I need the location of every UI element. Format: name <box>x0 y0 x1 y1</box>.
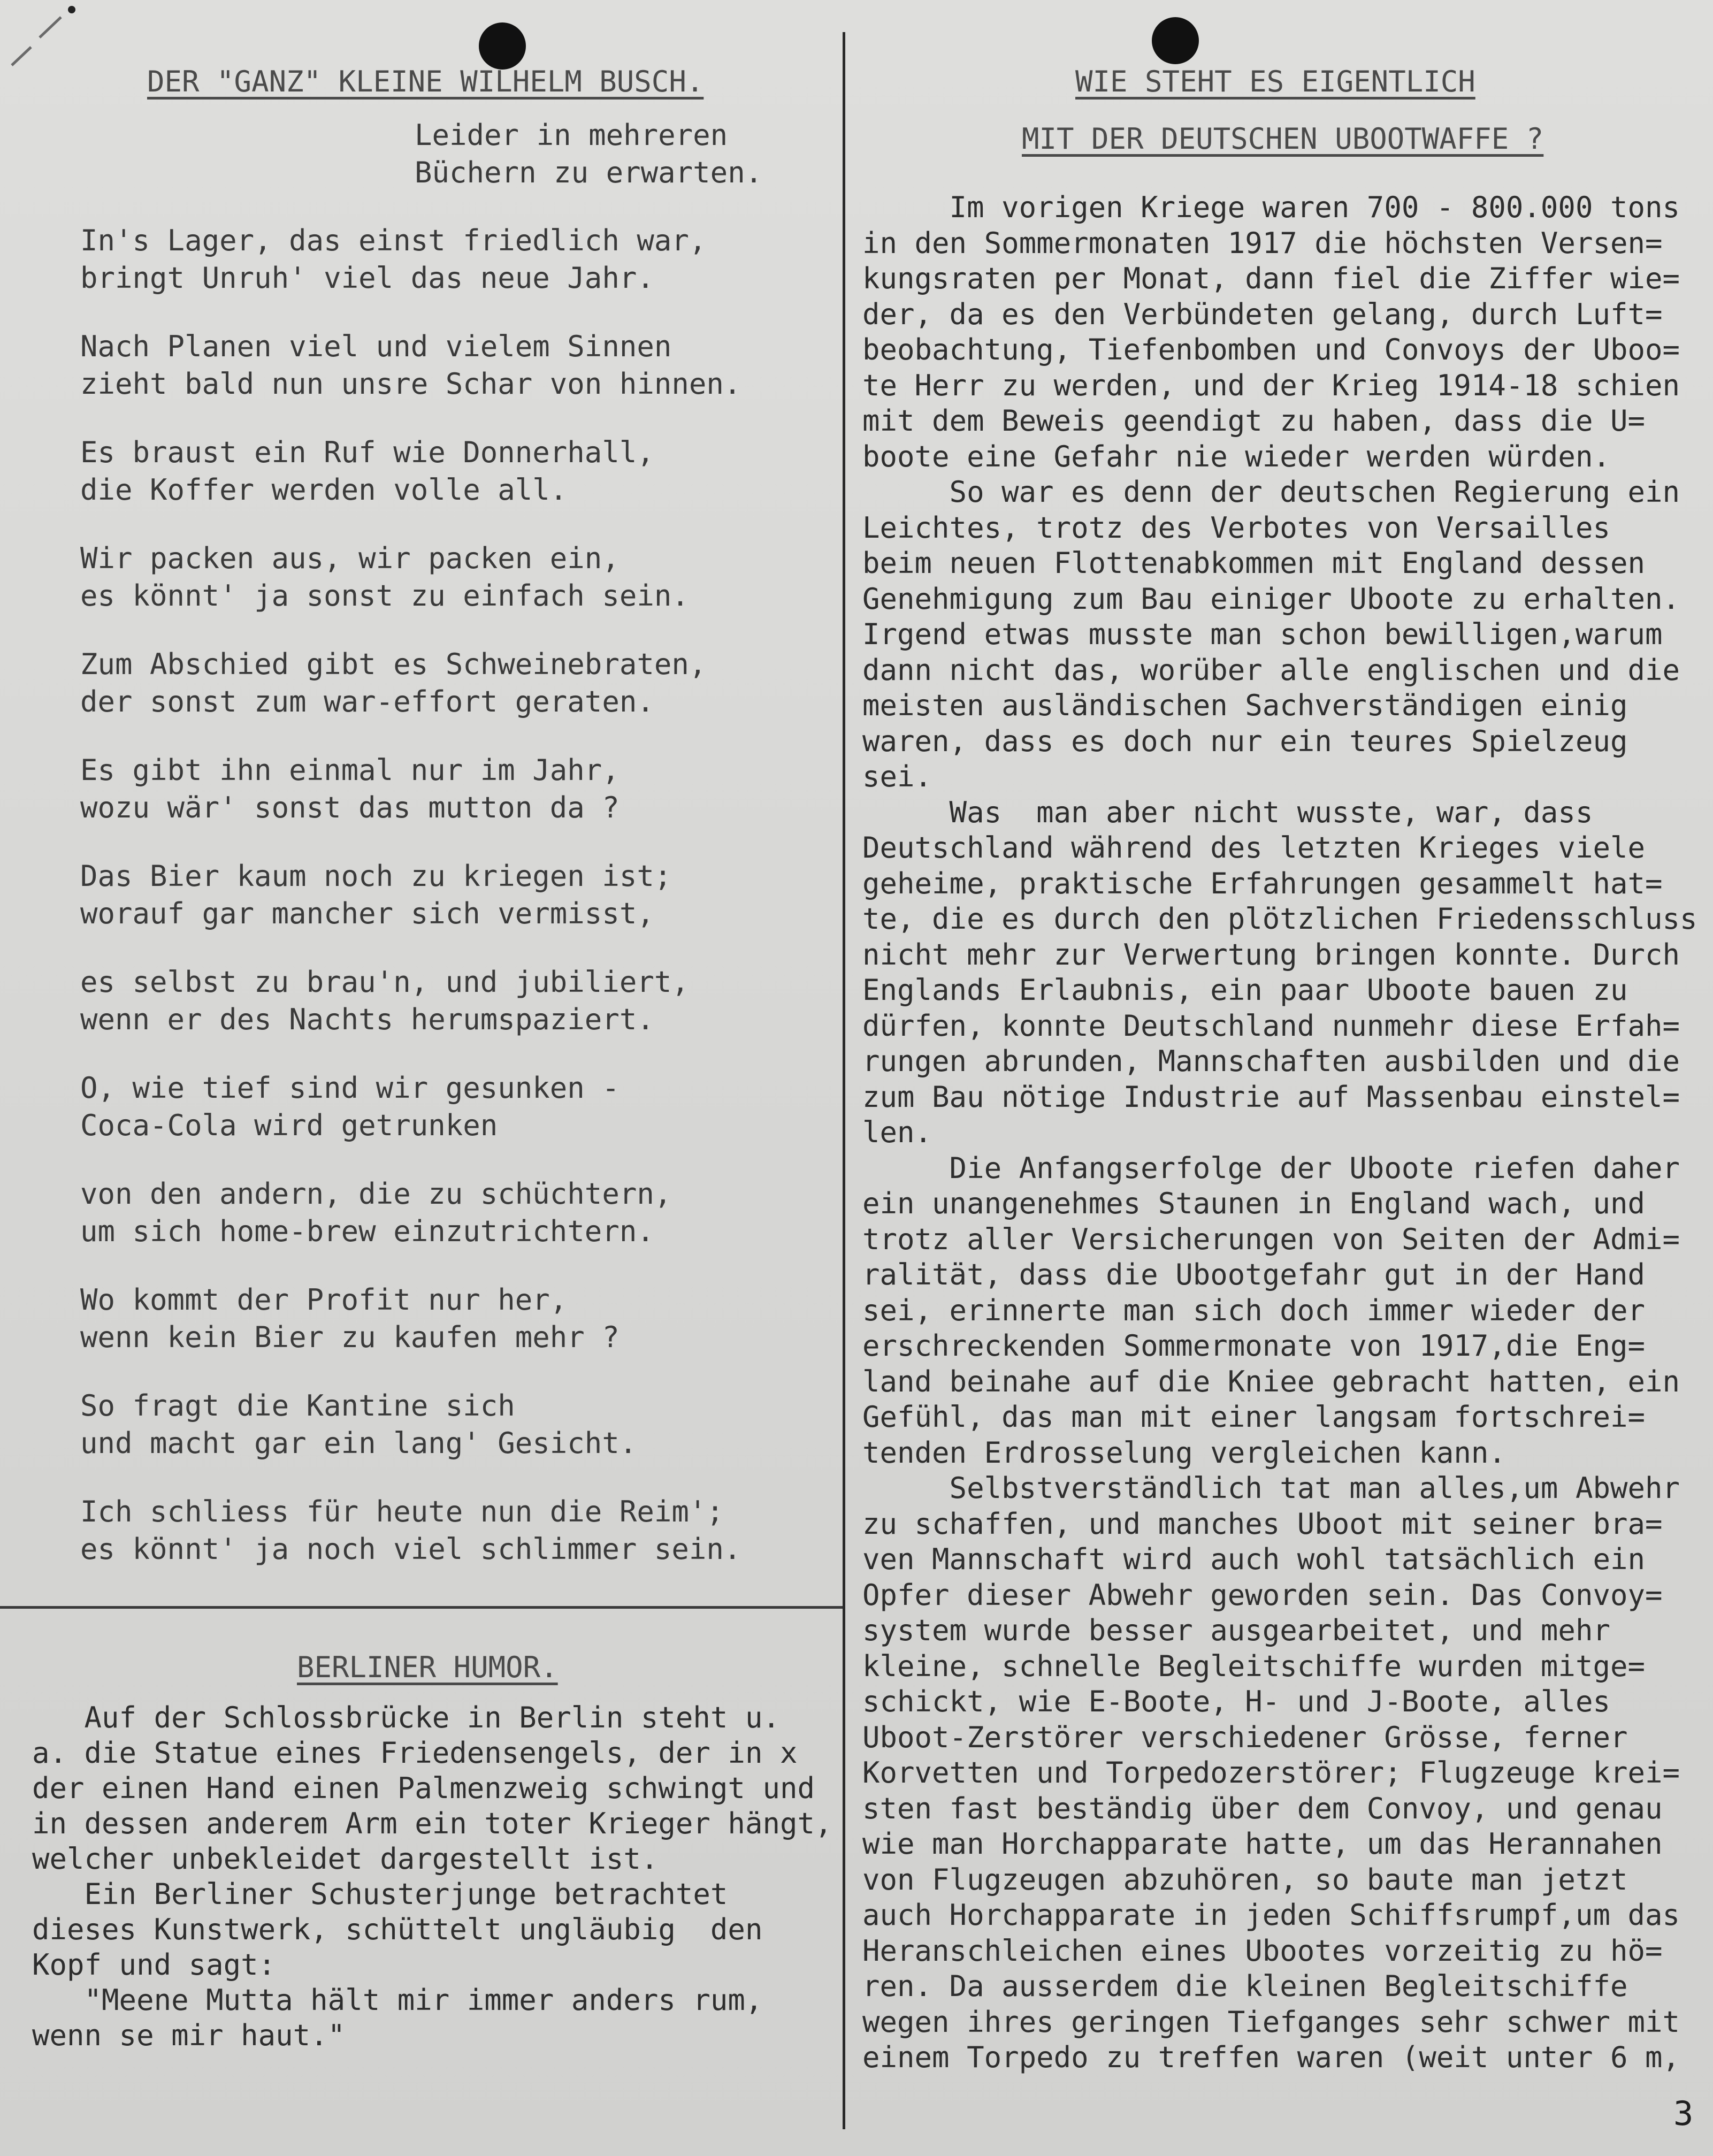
poem-stanza <box>80 1069 741 1144</box>
page-number: 3 <box>1673 2094 1694 2133</box>
poem-line: Ich schliess für heute nun die Reim'; <box>80 1495 724 1528</box>
text-line: wenn se mir haut." <box>32 2019 346 2052</box>
text-line: ein unangenehmes Staunen in England wach, und <box>862 1187 1645 1220</box>
section-divider <box>0 1606 843 1609</box>
text-line: waren, dass es doch nur ein teures Spielzeug <box>862 724 1628 758</box>
epigraph-line: Büchern zu erwarten. <box>415 156 763 189</box>
text-line: beobachtung, Tiefenbomben und Convoys der Uboo= <box>862 333 1680 366</box>
poem-line: es könnt' ja sonst zu einfach sein. <box>80 579 689 613</box>
column-divider <box>843 32 845 2129</box>
text-line: dieses Kunstwerk, schüttelt ungläubig den <box>32 1913 763 1946</box>
poem-line: Es braust ein Ruf wie Donnerhall, <box>80 435 654 469</box>
text-line: wegen ihres geringen Tiefganges sehr schwer mit <box>862 2005 1680 2039</box>
poem-line: von den andern, die zu schüchtern, <box>80 1177 672 1211</box>
text-line: Genehmigung zum Bau einiger Uboote zu erhalten. <box>862 582 1680 616</box>
text-line: der, da es den Verbündeten gelang, durch Luft= <box>862 297 1663 331</box>
humor-text <box>32 1700 835 2053</box>
text-line: Deutschland während des letzten Krieges viele <box>862 831 1645 865</box>
poem-stanza <box>80 1493 741 1568</box>
poem-stanza <box>80 1387 741 1462</box>
text-line: te Herr zu werden, und der Krieg 1914-18 schien <box>862 368 1680 402</box>
text-line: sei, erinnerte man sich doch immer wieder der <box>862 1293 1645 1327</box>
poem-line: So fragt die Kantine sich <box>80 1389 515 1423</box>
punch-hole-left <box>479 22 526 70</box>
text-line: Ein Berliner Schusterjunge betrachtet <box>32 1877 728 1911</box>
poem-line: der sonst zum war-effort geraten. <box>80 685 654 718</box>
paper-speck-mark <box>7 5 77 70</box>
text-line: Englands Erlaubnis, ein paar Uboote bauen zu <box>862 973 1628 1007</box>
poem-line: In's Lager, das einst friedlich war, <box>80 224 707 257</box>
poem-stanza <box>80 964 741 1038</box>
article-title-line-1: WIE STEHT ES EIGENTLICH <box>1075 65 1475 98</box>
humor-title: BERLINER HUMOR. <box>297 1650 558 1684</box>
text-line: Korvetten und Torpedozerstörer; Flugzeuge krei= <box>862 1756 1680 1790</box>
text-line: meisten ausländischen Sachverständigen einig <box>862 689 1628 722</box>
poem-line: worauf gar mancher sich vermisst, <box>80 897 654 930</box>
text-line: land beinahe auf die Kniee gebracht hatten, ein <box>862 1364 1680 1398</box>
text-line: von Flugzeugen abzuhören, so baute man jetzt <box>862 1862 1628 1897</box>
article-body <box>862 190 1697 2076</box>
text-line: geheime, praktische Erfahrungen gesammelt hat= <box>862 866 1663 900</box>
poem-line: wenn er des Nachts herumspaziert. <box>80 1003 654 1036</box>
poem-line: es selbst zu brau'n, und jubiliert, <box>80 965 689 999</box>
text-line: wie man Horchapparate hatte, um das Herannahen <box>862 1827 1663 1861</box>
text-line: zu schaffen, und manches Uboot mit seiner bra= <box>862 1507 1663 1541</box>
text-line: rungen abrunden, Mannschaften ausbilden und die <box>862 1044 1680 1078</box>
text-line: Im vorigen Kriege waren 700 - 800.000 tons <box>862 190 1680 224</box>
text-line: sten fast beständig über dem Convoy, und genau <box>862 1791 1663 1825</box>
poem-line: Wo kommt der Profit nur her, <box>80 1283 568 1317</box>
text-line: in den Sommermonaten 1917 die höchsten Versen= <box>862 226 1663 260</box>
text-line: auch Horchapparate in jeden Schiffsrumpf,um das <box>862 1898 1680 1932</box>
poem-line: zieht bald nun unsre Schar von hinnen. <box>80 367 741 401</box>
text-line: dürfen, konnte Deutschland nunmehr diese Erfah= <box>862 1008 1680 1043</box>
poem-line: und macht gar ein lang' Gesicht. <box>80 1426 637 1460</box>
poem-title: DER "GANZ" KLEINE WILHELM BUSCH. <box>147 65 704 98</box>
text-line: kungsraten per Monat, dann fiel die Ziffer wie= <box>862 262 1680 295</box>
text-line: a. die Statue eines Friedensengels, der in x <box>32 1736 798 1770</box>
text-line: nicht mehr zur Verwertung bringen konnte. Durch <box>862 937 1680 972</box>
poem-line: O, wie tief sind wir gesunken - <box>80 1071 620 1105</box>
text-line: te, die es durch den plötzlichen Friedensschluss <box>862 902 1697 936</box>
text-line: Irgend etwas musste man schon bewilligen,warum <box>862 617 1663 651</box>
text-line: Kopf und sagt: <box>32 1948 276 1982</box>
text-line: ralität, dass die Ubootgefahr gut in der Hand <box>862 1258 1645 1291</box>
text-line: einem Torpedo zu treffen waren (weit unter 6 m, <box>862 2040 1680 2074</box>
poem-epigraph <box>415 117 762 192</box>
text-line: Gefühl, das man mit einer langsam fortschrei= <box>862 1400 1645 1434</box>
poem-stanza <box>80 222 741 297</box>
poem-line: Nach Planen viel und vielem Sinnen <box>80 330 672 363</box>
poem-stanza <box>80 434 741 509</box>
poem-stanza <box>80 1175 741 1250</box>
poem-stanzas <box>80 222 741 1599</box>
text-line: welcher unbekleidet dargestellt ist. <box>32 1842 659 1876</box>
poem-stanza <box>80 752 741 827</box>
poem-stanza <box>80 1281 741 1356</box>
text-line: system wurde besser ausgearbeitet, und mehr <box>862 1614 1610 1647</box>
text-line: tenden Erdrosselung vergleichen kann. <box>862 1435 1506 1470</box>
poem-stanza <box>80 646 741 721</box>
poem-line: Es gibt ihn einmal nur im Jahr, <box>80 753 620 787</box>
text-line: "Meene Mutta hält mir immer anders rum, <box>32 1983 763 2017</box>
text-line: dann nicht das, worüber alle englischen und die <box>862 653 1680 687</box>
text-line: So war es denn der deutschen Regierung ein <box>862 475 1680 509</box>
text-line: erschreckenden Sommermonate von 1917,die Eng= <box>862 1329 1645 1363</box>
poem-line: wenn kein Bier zu kaufen mehr ? <box>80 1320 620 1354</box>
text-line: Die Anfangserfolge der Uboote riefen daher <box>862 1151 1680 1185</box>
text-line: kleine, schnelle Begleitschiffe wurden mitge= <box>862 1649 1645 1683</box>
text-line: in dessen anderem Arm ein toter Krieger hängt, <box>32 1807 832 1840</box>
poem-line: die Koffer werden volle all. <box>80 473 568 507</box>
poem-stanza <box>80 540 741 615</box>
text-line: beim neuen Flottenabkommen mit England dessen <box>862 546 1645 580</box>
epigraph-line: Leider in mehreren <box>415 118 728 152</box>
poem-line: Zum Abschied gibt es Schweinebraten, <box>80 647 707 681</box>
text-line: Selbstverständlich tat man alles,um Abwehr <box>862 1471 1680 1505</box>
text-line: ren. Da ausserdem die kleinen Begleitschiffe <box>862 1969 1628 2003</box>
text-line: mit dem Beweis geendigt zu haben, dass die U= <box>862 404 1645 438</box>
poem-stanza <box>80 858 741 932</box>
text-line: Heranschleichen eines Ubootes vorzeitig zu hö= <box>862 1933 1663 1968</box>
poem-line: um sich home-brew einzutrichtern. <box>80 1214 654 1248</box>
punch-hole-right <box>1152 17 1199 64</box>
text-line: schickt, wie E-Boote, H- und J-Boote, alles <box>862 1685 1610 1718</box>
poem-stanza <box>80 328 741 403</box>
poem-line: es könnt' ja noch viel schlimmer sein. <box>80 1532 741 1566</box>
text-line: Opfer dieser Abwehr geworden sein. Das Convoy= <box>862 1578 1663 1612</box>
text-line: ven Mannschaft wird auch wohl tatsächlich ein <box>862 1542 1645 1576</box>
poem-line: bringt Unruh' viel das neue Jahr. <box>80 261 654 295</box>
text-line: Auf der Schlossbrücke in Berlin steht u. <box>32 1701 780 1734</box>
poem-line: Das Bier kaum noch zu kriegen ist; <box>80 859 672 893</box>
text-line: Leichtes, trotz des Verbotes von Versailles <box>862 510 1610 545</box>
article-title-line-2: MIT DER DEUTSCHEN UBOOTWAFFE ? <box>1022 122 1544 156</box>
text-line: boote eine Gefahr nie wieder werden würden. <box>862 439 1610 473</box>
text-line: sei. <box>862 760 932 793</box>
text-line: zum Bau nötige Industrie auf Massenbau einstel= <box>862 1080 1680 1114</box>
poem-line: Coca-Cola wird getrunken <box>80 1108 498 1142</box>
poem-line: Wir packen aus, wir packen ein, <box>80 541 620 575</box>
text-line: len. <box>862 1115 932 1149</box>
text-line: Was man aber nicht wusste, war, dass <box>862 795 1593 829</box>
text-line: Uboot-Zerstörer verschiedener Grösse, ferner <box>862 1720 1628 1754</box>
text-line: der einen Hand einen Palmenzweig schwingt und <box>32 1771 815 1805</box>
text-line: trotz aller Versicherungen von Seiten der Admi= <box>862 1222 1680 1256</box>
poem-line: wozu wär' sonst das mutton da ? <box>80 791 620 824</box>
